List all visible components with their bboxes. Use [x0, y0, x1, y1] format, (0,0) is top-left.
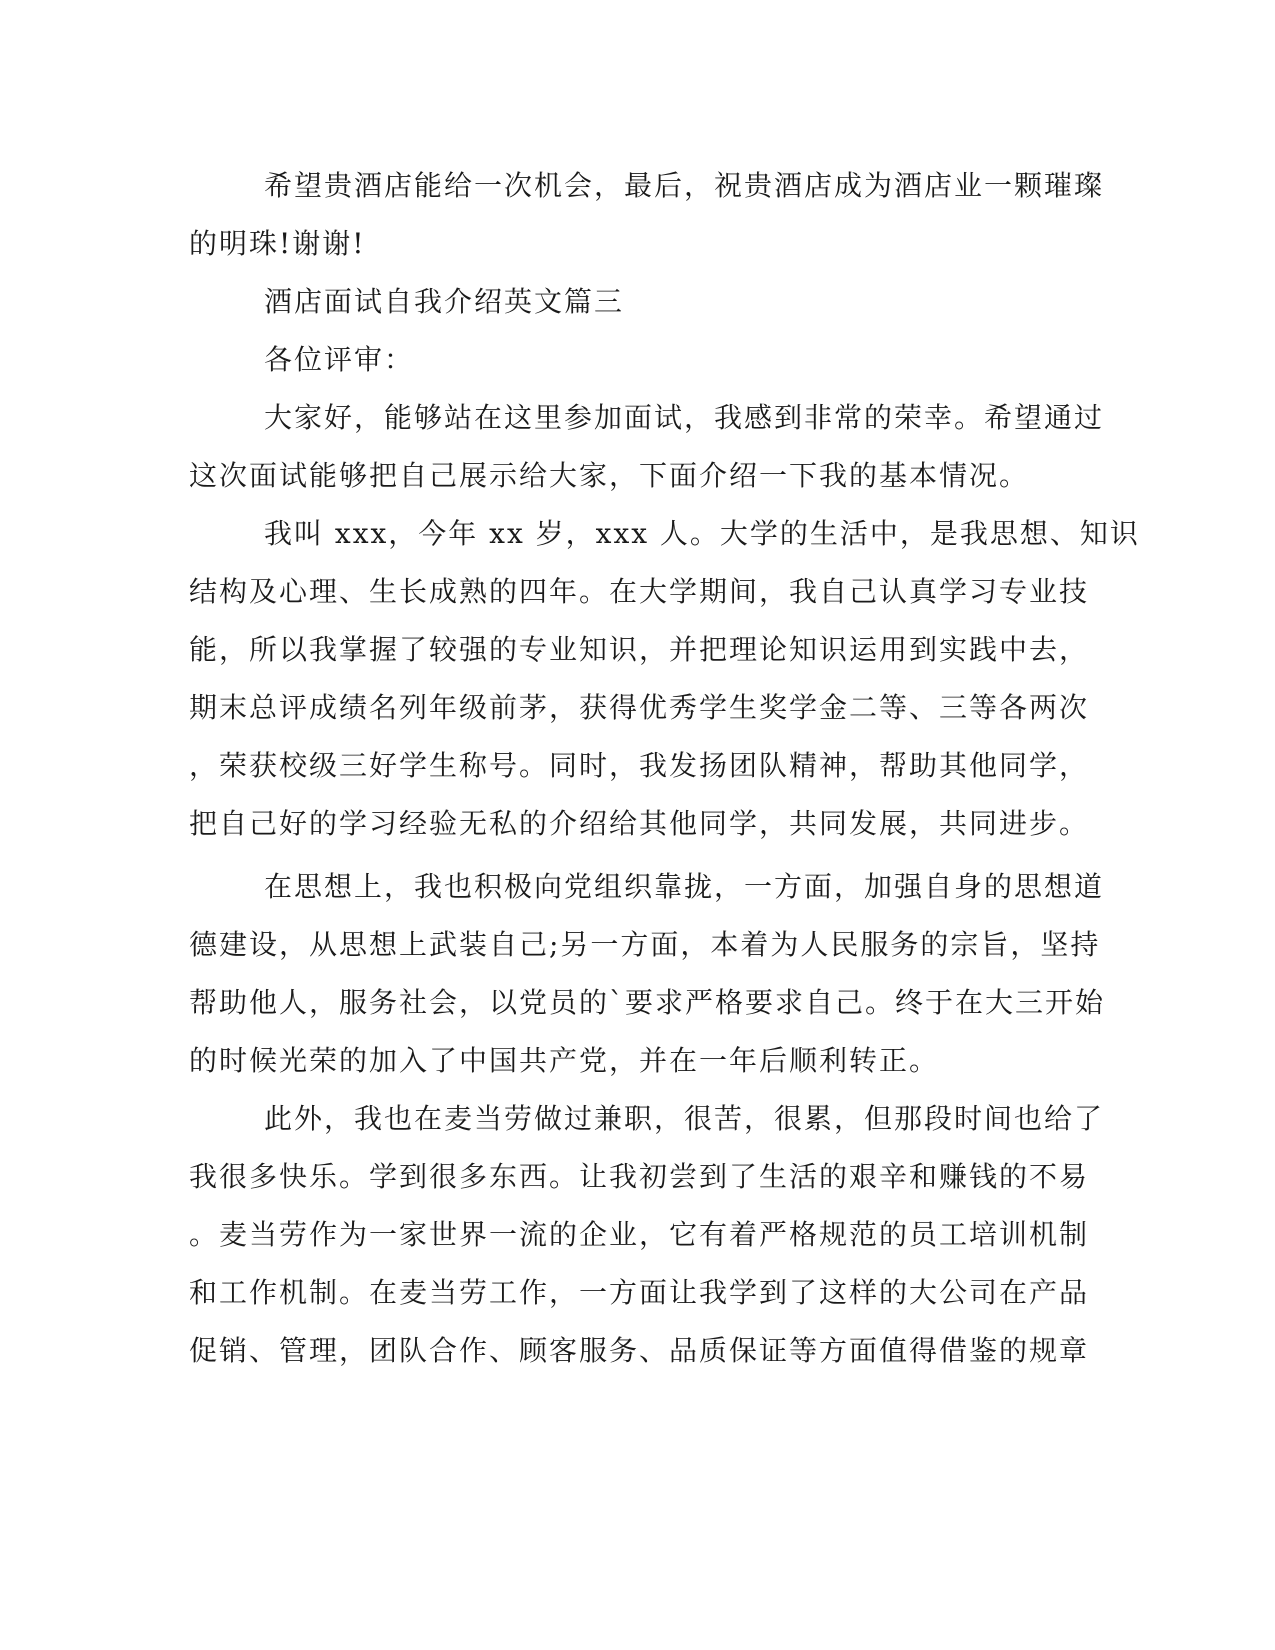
- paragraph-line: 。麦当劳作为一家世界一流的企业，它有着严格规范的员工培训机制: [189, 1218, 1090, 1251]
- section-heading: 酒店面试自我介绍英文篇三: [264, 285, 625, 318]
- paragraph-line: 促销、管理，团队合作、顾客服务、品质保证等方面值得借鉴的规章: [189, 1334, 1090, 1367]
- paragraph-line: 帮助他人，服务社会，以党员的`要求严格要求自己。终于在大三开始: [189, 986, 1106, 1019]
- paragraph-line: 和工作机制。在麦当劳工作，一方面让我学到了这样的大公司在产品: [189, 1276, 1090, 1309]
- paragraph-line: 我叫 xxx，今年 xx 岁，xxx 人。大学的生活中，是我思想、知识: [264, 517, 1140, 550]
- paragraph-line: 结构及心理、生长成熟的四年。在大学期间，我自己认真学习专业技: [189, 575, 1090, 608]
- paragraph-line: 德建设，从思想上武装自己;另一方面，本着为人民服务的宗旨，坚持: [189, 928, 1101, 961]
- paragraph-line: 希望贵酒店能给一次机会，最后，祝贵酒店成为酒店业一颗璀璨: [264, 169, 1105, 202]
- paragraph-line: 把自己好的学习经验无私的介绍给其他同学，共同发展，共同进步。: [189, 807, 1090, 840]
- paragraph-line: 的时候光荣的加入了中国共产党，并在一年后顺利转正。: [189, 1044, 940, 1077]
- paragraph-line: 此外，我也在麦当劳做过兼职，很苦，很累，但那段时间也给了: [264, 1102, 1105, 1135]
- paragraph-line: 大家好，能够站在这里参加面试，我感到非常的荣幸。希望通过: [264, 401, 1105, 434]
- paragraph-line: 期末总评成绩名列年级前茅，获得优秀学生奖学金二等、三等各两次: [189, 691, 1090, 724]
- paragraph-line: ，荣获校级三好学生称号。同时，我发扬团队精神，帮助其他同学，: [189, 749, 1090, 782]
- paragraph-line: 这次面试能够把自己展示给大家，下面介绍一下我的基本情况。: [189, 459, 1030, 492]
- paragraph-line: 能，所以我掌握了较强的专业知识，并把理论知识运用到实践中去，: [189, 633, 1090, 666]
- paragraph-line: 的明珠!谢谢!: [189, 227, 366, 260]
- salutation: 各位评审：: [264, 343, 415, 376]
- paragraph-line: 在思想上，我也积极向党组织靠拢，一方面，加强自身的思想道: [264, 870, 1105, 903]
- paragraph-line: 我很多快乐。学到很多东西。让我初尝到了生活的艰辛和赚钱的不易: [189, 1160, 1090, 1193]
